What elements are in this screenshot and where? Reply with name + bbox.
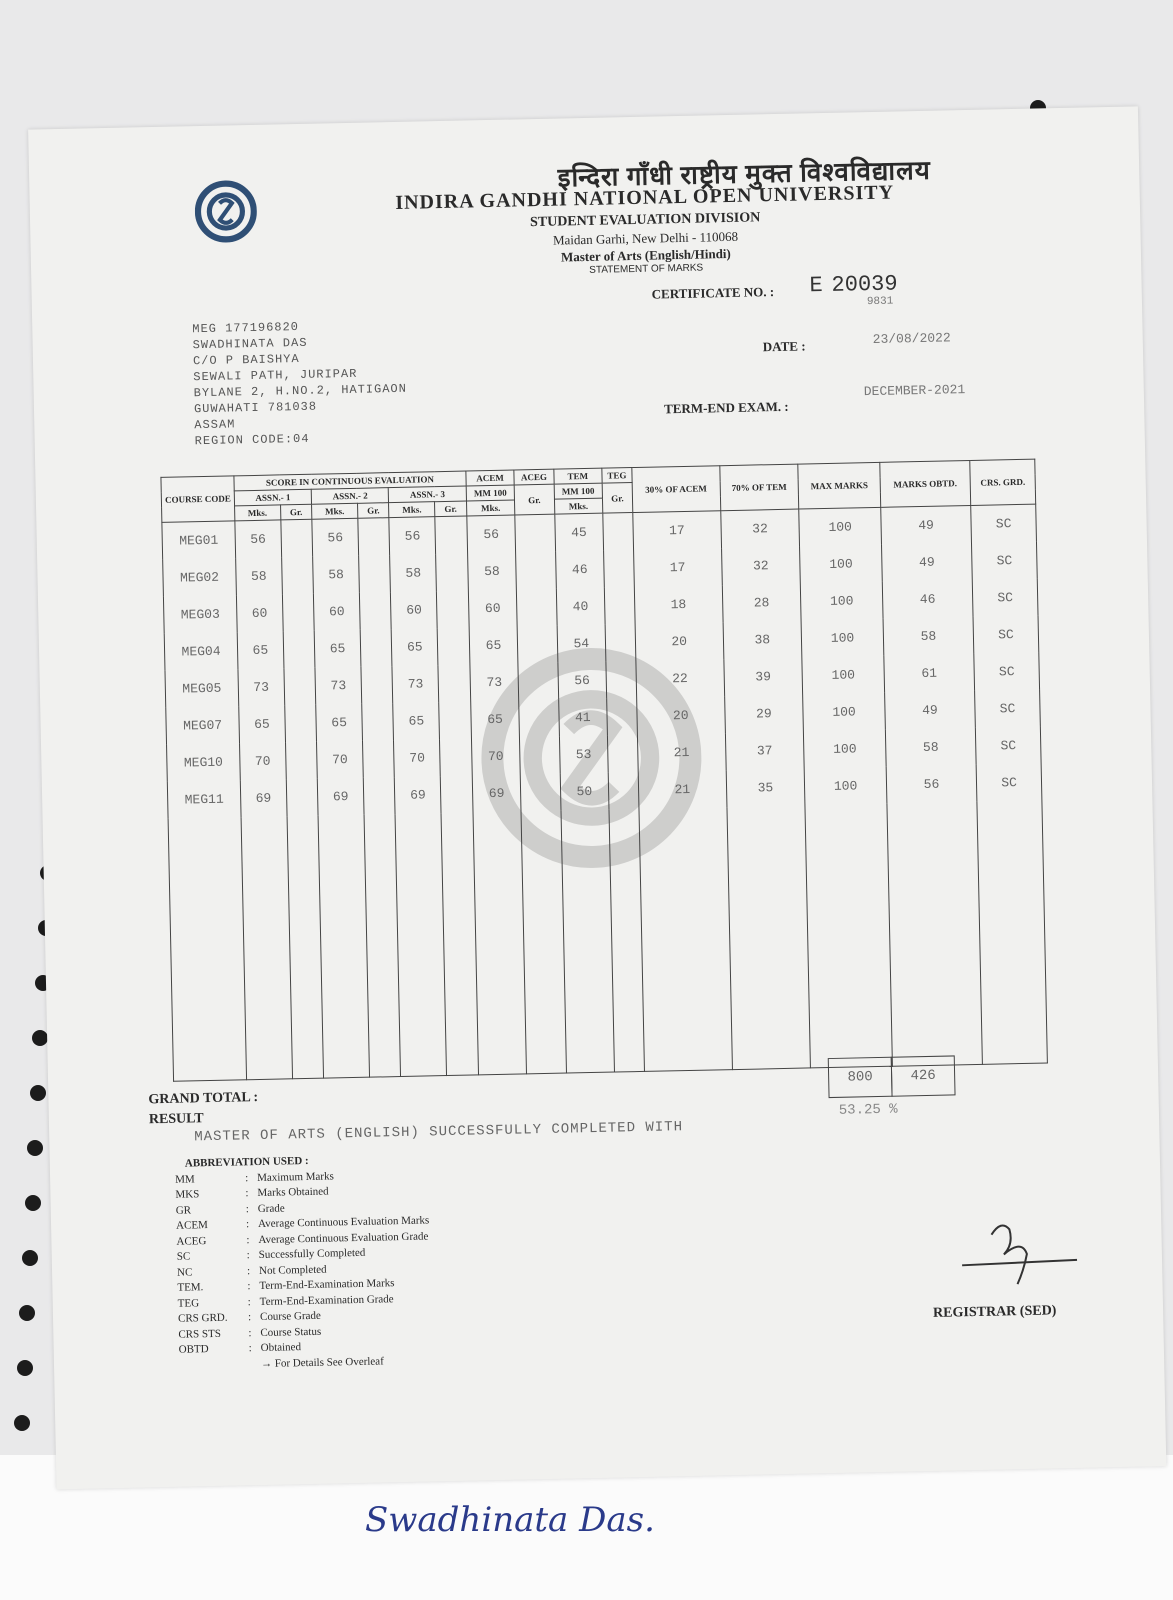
aceg-cell	[520, 774, 560, 812]
col-aceg: ACEG	[514, 469, 554, 485]
col-assn1: ASSN.- 1	[234, 489, 312, 506]
certificate-label: CERTIFICATE NO. :	[651, 284, 775, 302]
acem-cell: 56	[467, 515, 516, 554]
col-tem-mm: MM 100	[554, 483, 603, 499]
abbreviation-value: Average Continuous Evaluation Grade	[258, 1229, 429, 1246]
abbreviation-key: TEG	[177, 1296, 200, 1310]
punch-hole-icon	[14, 1415, 30, 1431]
abbreviation-title: ABBREVIATION USED :	[184, 1154, 309, 1170]
aceg-cell	[518, 663, 558, 701]
colon-separator: :	[248, 1342, 252, 1355]
assn3-mks-cell: 73	[392, 665, 438, 703]
crs-grd-cell: SC	[975, 690, 1041, 728]
assn3-mks-cell: 65	[393, 702, 439, 740]
colon-separator: :	[245, 1187, 249, 1200]
marks-obtd-cell: 46	[882, 580, 973, 619]
colon-separator: :	[247, 1311, 252, 1324]
col-assn1-gr: Gr.	[280, 504, 312, 520]
colon-separator: :	[247, 1280, 251, 1293]
max-marks-cell: 100	[804, 730, 886, 769]
max-marks-cell: 100	[801, 582, 883, 621]
tem-cell: 50	[560, 773, 609, 811]
tem-cell: 54	[557, 625, 606, 663]
max-marks-cell: 100	[799, 507, 881, 546]
colon-separator: :	[248, 1326, 252, 1339]
assn3-gr-cell	[440, 775, 472, 813]
crs-grd-cell: SC	[972, 542, 1038, 580]
crs-grd-cell: SC	[972, 579, 1038, 617]
assn2-gr-cell	[363, 777, 395, 815]
assn3-gr-cell	[437, 628, 469, 666]
assn1-mks-cell: 58	[236, 557, 282, 595]
student-address-block	[192, 317, 408, 449]
colon-separator: :	[244, 1171, 249, 1184]
abbreviation-key: MKS	[175, 1188, 200, 1201]
assn2-gr-cell	[358, 518, 390, 556]
col-course-code: COURSE CODE	[161, 476, 235, 523]
blank-cell	[727, 805, 811, 1069]
marks-obtd-cell: 49	[885, 691, 976, 730]
crs-grd-cell: SC	[973, 616, 1039, 654]
col-30pct-acem: 30% OF ACEM	[632, 466, 721, 513]
result-text: MASTER OF ARTS (ENGLISH) SUCCESSFULLY COMPLETED WITH	[194, 1119, 684, 1146]
pct70-cell: 35	[726, 769, 805, 808]
blank-cell	[805, 804, 892, 1068]
marks-statement-sheet	[28, 106, 1166, 1489]
pct30-cell: 17	[633, 511, 721, 550]
marks-obtd-cell: 49	[881, 505, 972, 544]
col-assn2-gr: Gr.	[357, 503, 389, 519]
course-code-cell: MEG07	[166, 706, 240, 745]
abbreviation-key: MM	[175, 1172, 195, 1186]
marks-obtd-cell: 49	[881, 543, 972, 582]
marks-obtd-cell: 61	[884, 654, 975, 693]
tem-cell: 46	[555, 551, 604, 589]
assn1-mks-cell: 65	[239, 705, 285, 743]
assn1-mks-cell: 70	[240, 742, 286, 780]
assn3-mks-cell: 56	[389, 517, 435, 555]
abbreviation-key: OBTD	[178, 1343, 209, 1356]
course-code-cell: MEG03	[163, 595, 237, 634]
assn3-gr-cell	[438, 664, 470, 702]
address-line: SWADHINATA DAS	[192, 335, 308, 353]
assn2-gr-cell	[360, 629, 392, 667]
assn3-gr-cell	[435, 516, 467, 554]
exam-value: DECEMBER-2021	[863, 382, 966, 400]
assn2-gr-cell	[361, 666, 393, 704]
col-assn2-mks: Mks.	[312, 503, 358, 519]
teg-cell	[603, 513, 634, 551]
col-tem: TEM	[553, 468, 602, 484]
assn2-mks-cell: 73	[315, 667, 361, 705]
address-line: GUWAHATI 781038	[193, 399, 318, 417]
pct30-cell: 20	[635, 622, 723, 661]
university-name-hindi: इन्दिरा गाँधी राष्ट्रीय मुक्त विश्वविद्यालय	[557, 155, 932, 193]
crs-grd-cell: SC	[976, 764, 1042, 802]
assn1-mks-cell: 56	[235, 520, 281, 558]
acem-cell: 69	[472, 774, 521, 812]
aceg-cell	[517, 626, 557, 664]
blank-cell	[561, 810, 615, 1073]
abbreviation-key: CRS STS	[178, 1327, 221, 1341]
abbreviation-value: Term-End-Examination Grade	[259, 1292, 394, 1308]
assn3-mks-cell: 69	[395, 776, 441, 814]
punch-hole-icon	[27, 1140, 43, 1156]
table-blank-area	[168, 801, 1047, 1082]
abbreviation-value: Term-End-Examination Marks	[259, 1277, 395, 1293]
abbreviation-legend	[175, 1151, 433, 1373]
abbreviation-key: ACEG	[176, 1234, 207, 1248]
pct70-cell: 39	[723, 658, 802, 697]
university-address: Maidan Garhi, New Delhi - 110068	[552, 228, 739, 248]
address-line: C/O P BAISHYA	[192, 351, 300, 369]
blank-cell	[521, 811, 566, 1074]
assn2-gr-cell	[362, 740, 394, 778]
result-label: RESULT	[148, 1111, 204, 1128]
abbreviation-value: Grade	[257, 1201, 285, 1215]
assn1-mks-cell: 69	[240, 779, 286, 817]
tem-cell: 45	[554, 513, 603, 552]
teg-cell	[608, 772, 639, 810]
assn1-gr-cell	[284, 668, 316, 706]
punch-hole-icon	[32, 1030, 48, 1046]
pct30-cell: 18	[634, 585, 722, 624]
pct70-cell: 37	[725, 732, 804, 771]
assn2-gr-cell	[358, 555, 390, 593]
course-code-cell: MEG05	[165, 669, 239, 708]
acem-cell: 58	[467, 553, 516, 591]
abbreviation-value: Not Completed	[258, 1263, 327, 1277]
max-marks-cell: 100	[801, 619, 883, 658]
course-code-cell: MEG11	[167, 780, 241, 819]
punch-hole-icon	[22, 1250, 38, 1266]
colon-separator: :	[247, 1295, 251, 1308]
col-assn3-gr: Gr.	[435, 501, 467, 517]
pct70-cell: 29	[724, 695, 803, 734]
assn1-gr-cell	[283, 631, 315, 669]
col-teg-gr: Gr.	[602, 483, 632, 514]
aceg-cell	[517, 589, 557, 627]
acem-cell: 65	[469, 626, 518, 664]
punch-hole-icon	[17, 1360, 33, 1376]
assn3-gr-cell	[436, 591, 468, 629]
document-type: STATEMENT OF MARKS	[589, 262, 704, 276]
blank-cell	[241, 816, 292, 1079]
university-name: INDIRA GANDHI NATIONAL OPEN UNIVERSITY	[395, 181, 895, 214]
marks-table	[160, 459, 1047, 1082]
handwritten-signature: Swadhinata Das.	[365, 1500, 655, 1540]
address-line: REGION CODE:04	[194, 431, 310, 449]
col-aceg-gr: Gr.	[514, 484, 554, 515]
pct30-cell: 17	[633, 548, 721, 587]
assn1-gr-cell	[280, 519, 312, 557]
assn2-mks-cell: 60	[314, 593, 360, 631]
blank-cell	[977, 801, 1047, 1065]
abbreviation-value: Course Grade	[259, 1309, 321, 1324]
pct70-cell: 38	[723, 621, 802, 660]
aceg-cell	[519, 700, 559, 738]
course-code-cell: MEG02	[163, 558, 237, 597]
result-percent: 53.25 %	[838, 1101, 898, 1119]
aceg-cell	[515, 514, 555, 552]
max-marks-cell: 100	[800, 545, 882, 584]
abbreviation-key: GR	[175, 1203, 192, 1217]
registrar-label: REGISTRAR (SED)	[932, 1303, 1057, 1321]
assn2-mks-cell: 56	[312, 518, 358, 556]
assn2-mks-cell: 69	[318, 778, 364, 816]
address-line: MEG 177196820	[192, 319, 300, 337]
abbreviation-key: CRS GRD.	[177, 1311, 228, 1325]
assn1-mks-cell: 73	[238, 668, 284, 706]
abbreviation-value: Successfully Completed	[258, 1246, 366, 1262]
assn3-gr-cell	[436, 554, 468, 592]
pct70-cell: 32	[721, 547, 800, 586]
pct30-cell: 21	[637, 733, 725, 772]
blank-cell	[318, 815, 369, 1078]
division-name: STUDENT EVALUATION DIVISION	[529, 210, 761, 231]
assn1-gr-cell	[282, 594, 314, 632]
acem-cell: 70	[471, 737, 520, 775]
assn1-gr-cell	[281, 557, 313, 595]
aceg-cell	[516, 552, 556, 590]
tem-cell: 56	[557, 662, 606, 700]
colon-separator: :	[246, 1233, 250, 1246]
col-acem-mm: MM 100	[466, 485, 515, 501]
assn1-gr-cell	[284, 705, 316, 743]
abbreviation-value: Average Continuous Evaluation Marks	[257, 1214, 430, 1231]
assn3-gr-cell	[440, 738, 472, 776]
abbreviation-key: SC	[176, 1250, 191, 1263]
assn1-gr-cell	[285, 742, 317, 780]
abbreviation-value: Course Status	[260, 1325, 322, 1339]
acem-cell: 65	[470, 700, 519, 738]
marks-obtd-cell: 56	[886, 765, 977, 804]
pct30-cell: 20	[637, 696, 725, 735]
colon-separator: :	[246, 1264, 251, 1277]
blank-cell	[396, 813, 447, 1076]
col-crs-grd: CRS. GRD.	[970, 459, 1036, 505]
date-value: 23/08/2022	[872, 330, 951, 347]
tem-cell: 53	[559, 736, 608, 774]
assn3-mks-cell: 60	[391, 591, 437, 629]
colon-separator: :	[245, 1218, 250, 1231]
abbreviation-key: NC	[176, 1265, 193, 1279]
address-line: BYLANE 2, H.NO.2, HATIGAON	[193, 381, 408, 401]
course-code-cell: MEG04	[164, 632, 238, 671]
blank-cell	[473, 811, 527, 1074]
acem-cell: 60	[468, 589, 517, 627]
marks-obtd-cell: 58	[885, 728, 976, 767]
assn1-mks-cell: 65	[237, 631, 283, 669]
col-assn3: ASSN.- 3	[389, 486, 467, 503]
certificate-sub-number: 9831	[866, 295, 894, 309]
col-score-ce: SCORE IN CONTINUOUS EVALUATION	[234, 471, 466, 491]
blank-cell	[887, 802, 983, 1066]
colon-separator: :	[245, 1202, 249, 1215]
abbreviation-value: Maximum Marks	[256, 1169, 334, 1184]
col-assn3-mks: Mks.	[389, 502, 435, 518]
crs-grd-cell: SC	[975, 727, 1041, 765]
exam-label: TERM-END EXAM. :	[663, 398, 789, 417]
abbreviation-key: ACEM	[175, 1219, 209, 1232]
assn2-mks-cell: 65	[316, 704, 362, 742]
col-tem-mks: Mks.	[554, 498, 603, 514]
pct70-cell: 32	[720, 509, 799, 548]
abbreviation-note: → For Details See Overleaf	[260, 1354, 384, 1370]
punch-hole-icon	[19, 1305, 35, 1321]
assn1-mks-cell: 60	[236, 594, 282, 632]
punch-hole-icon	[25, 1195, 41, 1211]
col-acem: ACEM	[466, 470, 515, 486]
col-max-marks: MAX MARKS	[798, 462, 881, 509]
assn2-mks-cell: 65	[314, 630, 360, 668]
col-marks-obtd: MARKS OBTD.	[880, 460, 971, 507]
teg-cell	[604, 587, 635, 625]
max-marks-cell: 100	[803, 693, 885, 732]
course-code-cell: MEG10	[167, 743, 241, 782]
teg-cell	[607, 698, 638, 736]
assn1-gr-cell	[286, 779, 318, 817]
grand-total-max: 800	[828, 1057, 893, 1098]
pct30-cell: 22	[636, 659, 724, 698]
teg-cell	[606, 661, 637, 699]
assn3-mks-cell: 65	[392, 628, 438, 666]
address-line: ASSAM	[194, 417, 236, 433]
grand-total-label: GRAND TOTAL :	[148, 1090, 259, 1108]
assn3-mks-cell: 58	[390, 554, 436, 592]
tem-cell: 41	[558, 699, 607, 737]
date-label: DATE :	[762, 338, 806, 355]
assn2-mks-cell: 58	[313, 556, 359, 594]
crs-grd-cell: SC	[971, 504, 1037, 543]
course-code-cell: MEG01	[162, 521, 236, 560]
registrar-signature-icon	[951, 1198, 1083, 1291]
punch-hole-icon	[30, 1085, 46, 1101]
teg-cell	[607, 735, 638, 773]
pct70-cell: 28	[722, 584, 801, 623]
col-acem-mks: Mks.	[466, 500, 515, 516]
acem-cell: 73	[470, 663, 519, 701]
abbreviation-key: TEM.	[177, 1281, 204, 1294]
col-70pct-tem: 70% OF TEM	[719, 464, 799, 511]
marks-obtd-cell: 58	[883, 617, 974, 656]
assn3-gr-cell	[439, 701, 471, 739]
assn3-mks-cell: 70	[394, 739, 440, 777]
abbreviation-value: Marks Obtained	[257, 1185, 329, 1200]
max-marks-cell: 100	[802, 656, 884, 695]
col-teg: TEG	[602, 468, 632, 484]
teg-cell	[605, 624, 636, 662]
teg-cell	[604, 550, 635, 588]
programme-name: Master of Arts (English/Hindi)	[560, 245, 731, 265]
grand-total-obtained: 426	[891, 1055, 956, 1096]
address-line: SEWALI PATH, JURIPAR	[193, 366, 358, 385]
col-assn2: ASSN.- 2	[311, 488, 389, 505]
blank-cell	[168, 817, 246, 1081]
pct30-cell: 21	[638, 770, 726, 809]
certificate-number: 20039	[831, 271, 898, 298]
max-marks-cell: 100	[804, 767, 886, 806]
aceg-cell	[520, 737, 560, 775]
col-assn1-mks: Mks.	[235, 505, 281, 521]
tem-cell: 40	[556, 588, 605, 626]
assn2-mks-cell: 70	[317, 741, 363, 779]
assn2-gr-cell	[362, 703, 394, 741]
assn2-gr-cell	[359, 592, 391, 630]
certificate-prefix: E	[809, 273, 824, 299]
colon-separator: :	[246, 1249, 250, 1262]
abbreviation-value: Obtained	[260, 1341, 302, 1355]
blank-cell	[639, 807, 732, 1071]
crs-grd-cell: SC	[974, 653, 1040, 691]
